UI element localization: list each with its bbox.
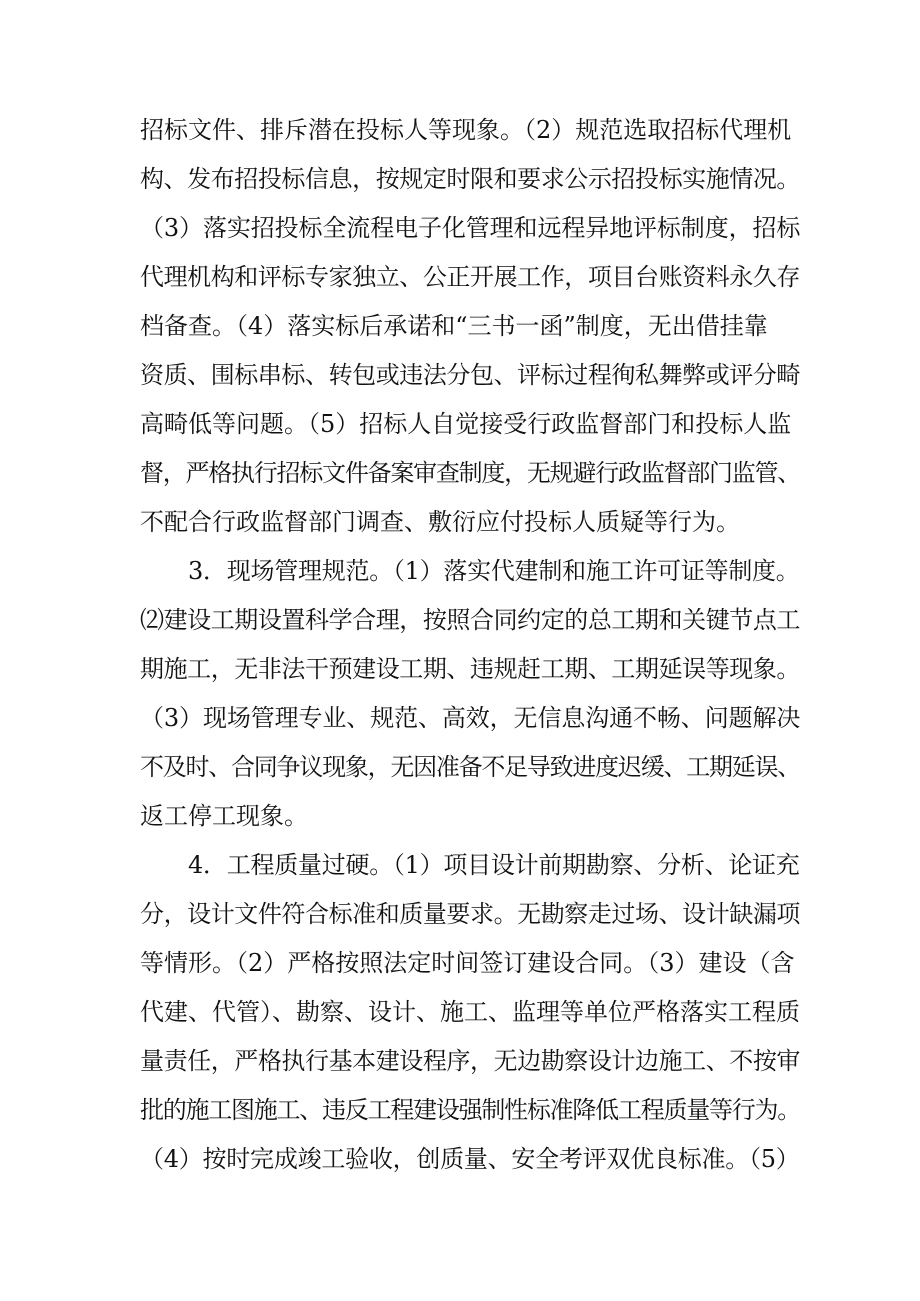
text-line: 返工停工现象。	[140, 802, 308, 830]
text-line: （3）落实招投标全流程电子化管理和远程异地评标制度，招标	[140, 214, 801, 242]
text-line: 招标文件、排斥潜在投标人等现象。（2）规范选取招标代理机	[140, 116, 792, 144]
text-line: （3）现场管理专业、规范、高效，无信息沟通不畅、问题解决	[140, 704, 801, 732]
text-line: 高畸低等问题。（5）招标人自觉接受行政监督部门和投标人监	[140, 410, 792, 438]
text-line: 督，严格执行招标文件备案审查制度，无规避行政监督部门监管、	[140, 459, 800, 487]
text-line: 期施工，无非法干预建设工期、违规赶工期、工期延误等现象。	[140, 655, 800, 683]
text-line: 代理机构和评标专家独立、公正开展工作，项目台账资料永久存	[140, 263, 800, 291]
text-line: 量责任，严格执行基本建设程序，无边勘察设计边施工、不按审	[140, 1047, 800, 1075]
text-line: ⑵建设工期设置科学合理，按照合同约定的总工期和关键节点工	[140, 606, 800, 634]
text-line: 构、发布招投标信息，按规定时限和要求公示招投标实施情况。	[140, 165, 800, 193]
text-line: 代建、代管）、勘察、设计、施工、监理等单位严格落实工程质	[140, 998, 800, 1026]
text-line: 分，设计文件符合标准和质量要求。无勘察走过场、设计缺漏项	[140, 900, 800, 928]
text-line: 档备查。（4）落实标后承诺和“三书一函”制度，无出借挂靠	[140, 312, 768, 340]
text-line: 批的施工图施工、违反工程建设强制性标准降低工程质量等行为。	[140, 1096, 800, 1124]
text-line: 不及时、合同争议现象，无因准备不足导致进度迟缓、工期延误、	[140, 753, 800, 781]
text-line: 不配合行政监督部门调查、敷衍应付投标人质疑等行为。	[140, 508, 740, 536]
text-line: 资质、围标串标、转包或违法分包、评标过程徇私舞弊或评分畸	[140, 361, 800, 389]
section-heading-line: 4．工程质量过硬。（1）项目设计前期勘察、分析、论证充	[188, 851, 800, 879]
section-heading-line: 3．现场管理规范。（1）落实代建制和施工许可证等制度。	[188, 557, 800, 585]
text-line: （4）按时完成竣工验收，创质量、安全考评双优良标准。（5）	[140, 1145, 800, 1173]
text-line: 等情形。（2）严格按照法定时间签订建设合同。（3）建设（含	[140, 949, 795, 977]
